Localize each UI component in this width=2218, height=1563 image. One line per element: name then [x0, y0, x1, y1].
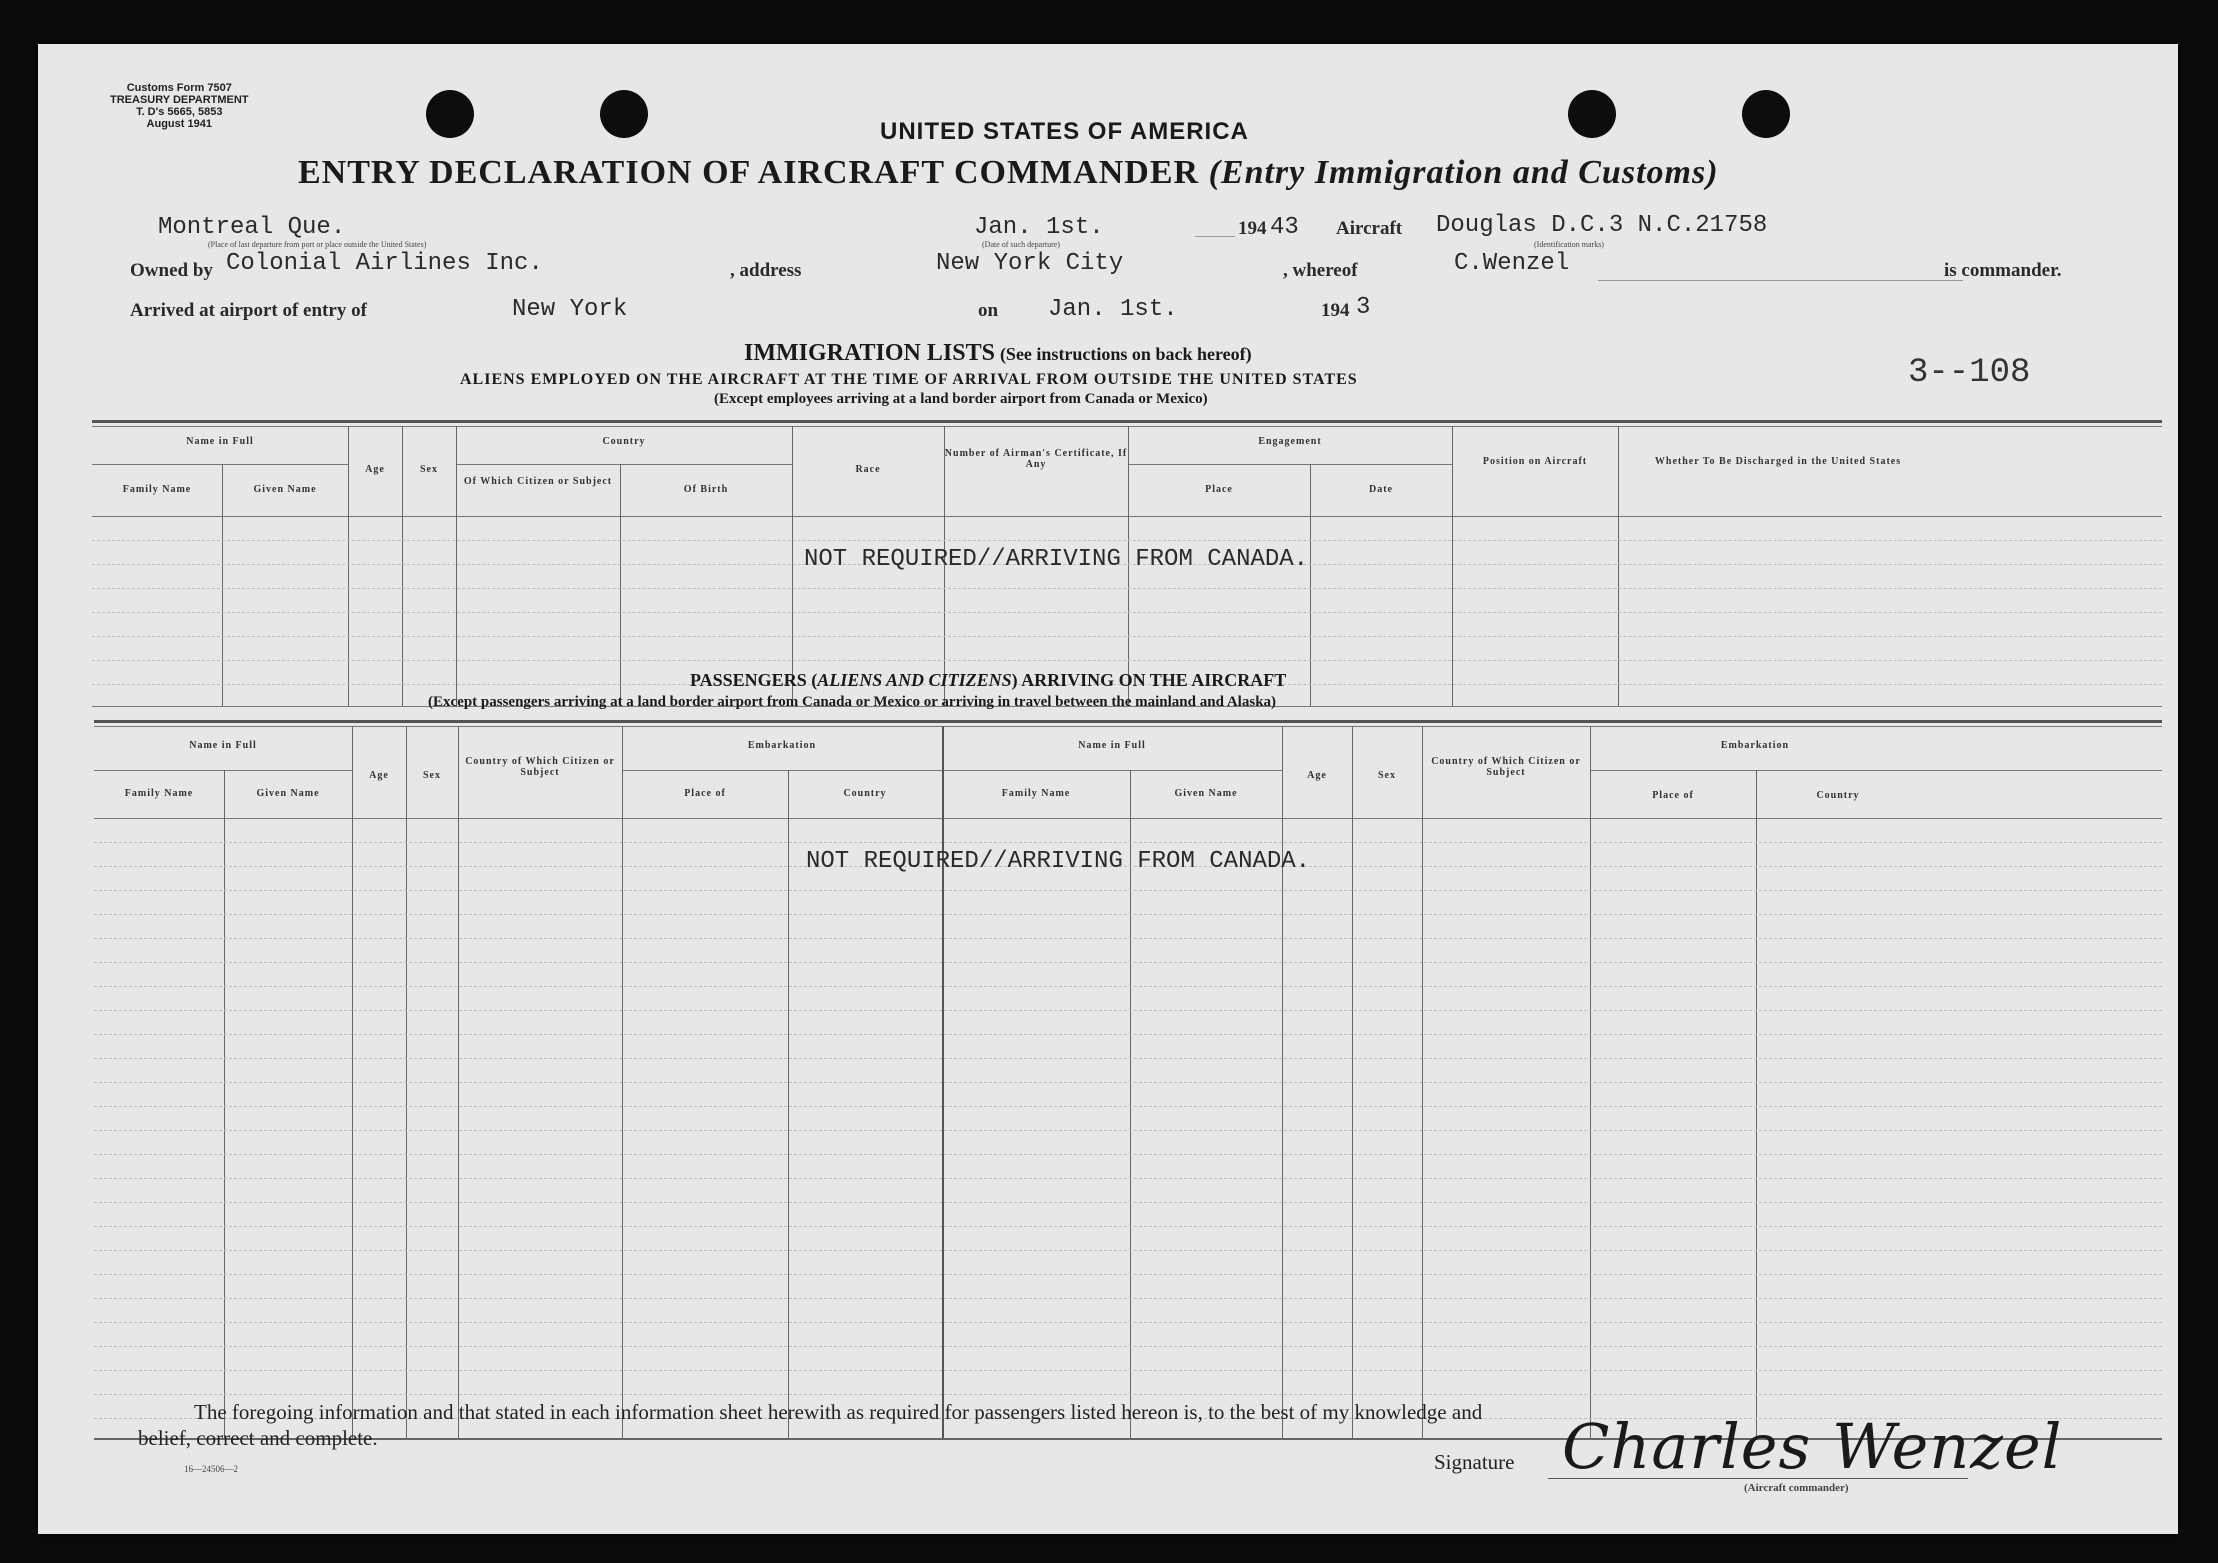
country-heading: UNITED STATES OF AMERICA [880, 118, 1249, 145]
signature-caption: (Aircraft commander) [1744, 1482, 1849, 1494]
col-header-name-full: Name in Full [186, 436, 254, 447]
address-label: , address [730, 260, 802, 281]
table-top-rule [94, 726, 2162, 727]
declaration-line-1: The foregoing information and that stated in each information sheet herewith as required for passengers listed hereon is, to the best of my knowledge and [194, 1400, 1483, 1424]
form-title [298, 154, 1719, 192]
passengers-subtitle: (Except passengers arriving at a land border airport from Canada or Mexico or arriving in travel between the mainland and Alaska) [428, 694, 1277, 710]
header-divider [622, 770, 942, 771]
header-divider [92, 464, 348, 465]
row-rule [92, 612, 2162, 613]
date-caption: (Date of such departure) [982, 240, 1060, 249]
col-header-given-name-2: Given Name [1174, 788, 1238, 799]
blank-line [1195, 236, 1235, 237]
form-id-line: August 1941 [146, 118, 212, 130]
whereof-label: , whereof [1283, 260, 1358, 281]
row-rule [94, 1034, 2162, 1035]
row-rule [94, 1394, 2162, 1395]
col-divider [1310, 464, 1311, 706]
commander-value: C.Wenzel [1454, 250, 1570, 277]
col-header-age: Age [369, 770, 389, 781]
col-header-race: Race [855, 464, 881, 475]
col-header-family-name-2: Family Name [1001, 788, 1071, 799]
on-label: on [978, 300, 999, 321]
passengers-title-a: PASSENGERS ( [690, 670, 818, 690]
col-header-given-name: Given Name [256, 788, 320, 799]
col-header-country-citizen-2: Country of Which Citizen or Subject [1431, 756, 1581, 778]
row-rule [92, 588, 2162, 589]
col-header-embarkation: Embarkation [747, 740, 817, 751]
row-rule [94, 890, 2162, 891]
col-divider [348, 426, 349, 706]
row-rule [94, 1010, 2162, 1011]
immigration-typed-note: NOT REQUIRED//ARRIVING FROM CANADA. [804, 546, 1309, 573]
commander-signature: Charles Wenzel [1562, 1410, 2063, 1483]
col-header-sex: Sex [423, 770, 441, 781]
col-header-country: Country [602, 436, 646, 447]
row-rule [94, 1154, 2162, 1155]
col-header-name-full-2: Name in Full [1078, 740, 1146, 751]
owner-value: Colonial Airlines Inc. [226, 250, 543, 277]
row-rule [92, 540, 2162, 541]
row-rule [94, 962, 2162, 963]
row-rule [94, 1130, 2162, 1131]
col-header-birth: Of Birth [683, 484, 729, 495]
col-divider [1756, 770, 1757, 1438]
col-header-place-of: Place of [684, 788, 726, 799]
table-top-rule [94, 720, 2162, 723]
row-rule [94, 1202, 2162, 1203]
col-header-given-name: Given Name [253, 484, 317, 495]
col-header-place-of-2: Place of [1652, 790, 1694, 801]
ident-caption: (Identification marks) [1534, 240, 1604, 249]
col-header-embarkation-2: Embarkation [1720, 740, 1790, 751]
immigration-subtitle: ALIENS EMPLOYED ON THE AIRCRAFT AT THE TIME OF ARRIVAL FROM OUTSIDE THE UNITED STATES [460, 371, 1358, 388]
col-header-place: Place [1205, 484, 1233, 495]
passengers-typed-note: NOT REQUIRED//ARRIVING FROM CANADA. [806, 848, 1311, 875]
header-divider [94, 770, 352, 771]
row-rule [94, 842, 2162, 843]
col-header-emb-country: Country [843, 788, 887, 799]
is-commander-label: is commander. [1944, 260, 2062, 281]
col-divider [224, 770, 225, 1438]
signature-line [1548, 1478, 1968, 1479]
col-divider [792, 426, 793, 706]
col-divider [788, 770, 789, 1438]
col-header-sex-2: Sex [1378, 770, 1396, 781]
col-header-sex: Sex [420, 464, 438, 475]
form-title-main: ENTRY DECLARATION OF AIRCRAFT COMMANDER [298, 154, 1200, 191]
col-header-name-full: Name in Full [189, 740, 257, 751]
airport-value: New York [512, 296, 628, 323]
signature-label: Signature [1434, 1450, 1515, 1474]
row-rule [94, 1226, 2162, 1227]
row-rule [94, 1178, 2162, 1179]
stamp-number: 3--108 [1908, 354, 2031, 392]
immigration-title-main: IMMIGRATION LISTS [744, 340, 995, 366]
col-divider [620, 464, 621, 706]
col-divider [1618, 426, 1619, 706]
document-page [38, 44, 2178, 1534]
col-divider [456, 426, 457, 706]
col-header-age: Age [365, 464, 385, 475]
immigration-title-note: (See instructions on back hereof) [999, 344, 1252, 364]
col-divider [402, 426, 403, 706]
form-title-paren: (Entry Immigration and Customs) [1208, 154, 1719, 191]
row-rule [94, 986, 2162, 987]
arrived-label: Arrived at airport of entry of [130, 300, 367, 321]
punch-hole-1 [426, 90, 474, 138]
form-id-line: TREASURY DEPARTMENT [110, 94, 249, 106]
row-rule [94, 1274, 2162, 1275]
arrival-date-value: Jan. 1st. [1048, 296, 1178, 323]
row-rule [94, 914, 2162, 915]
departure-year-value: 43 [1270, 214, 1299, 241]
punch-hole-3 [1568, 90, 1616, 138]
col-header-date: Date [1369, 484, 1393, 495]
row-rule [94, 1370, 2162, 1371]
form-id-line: T. D's 5665, 5853 [136, 106, 223, 118]
row-rule [94, 938, 2162, 939]
punch-hole-2 [600, 90, 648, 138]
owned-by-label: Owned by [130, 260, 213, 281]
immigration-title [744, 340, 1252, 367]
passengers-title [690, 670, 1286, 691]
col-header-discharged: Whether To Be Discharged in the United States [1654, 456, 1902, 467]
aircraft-value: Douglas D.C.3 N.C.21758 [1436, 212, 1768, 239]
form-code: 16—24506—2 [184, 1464, 238, 1474]
row-rule [94, 1058, 2162, 1059]
col-divider [1452, 426, 1453, 706]
col-header-position: Position on Aircraft [1482, 456, 1588, 467]
col-header-citizen-of: Of Which Citizen or Subject [463, 476, 613, 487]
row-rule [94, 1250, 2162, 1251]
year-prefix: 194 [1238, 218, 1267, 239]
address-value: New York City [936, 250, 1124, 277]
passengers-title-b: ) ARRIVING ON THE AIRCRAFT [1011, 670, 1287, 690]
row-rule [94, 1082, 2162, 1083]
year-prefix-2: 194 [1321, 300, 1350, 321]
col-header-airman-certificate: Number of Airman's Certificate, If Any [944, 448, 1128, 470]
row-rule [94, 1298, 2162, 1299]
col-header-family-name: Family Name [124, 788, 194, 799]
immigration-subtitle-note: (Except employees arriving at a land border airport from Canada or Mexico) [714, 391, 1208, 407]
header-divider [456, 464, 792, 465]
header-bottom-rule [94, 818, 2162, 819]
form-id-line: Customs Form 7507 [126, 82, 232, 94]
col-header-country-citizen: Country of Which Citizen or Subject [465, 756, 615, 778]
passengers-title-italic: ALIENS AND CITIZENS [817, 670, 1012, 690]
arrival-year-value: 3 [1356, 294, 1371, 321]
header-divider [1590, 770, 2162, 771]
departure-date-value: Jan. 1st. [974, 214, 1104, 241]
blank-line [1598, 280, 1963, 281]
header-divider [942, 770, 1282, 771]
aircraft-label: Aircraft [1336, 218, 1403, 239]
departure-place-value: Montreal Que. [158, 214, 346, 241]
row-rule [94, 1106, 2162, 1107]
row-rule [92, 660, 2162, 661]
col-header-engagement: Engagement [1258, 436, 1322, 447]
header-divider [1128, 464, 1452, 465]
declaration-line-2: belief, correct and complete. [138, 1426, 378, 1450]
punch-hole-4 [1742, 90, 1790, 138]
row-rule [94, 1322, 2162, 1323]
departure-caption: (Place of last departure from port or place outside the United States) [208, 240, 427, 249]
row-rule [92, 636, 2162, 637]
table-top-rule [92, 420, 2162, 423]
form-id-block [110, 82, 249, 130]
col-header-family-name: Family Name [122, 484, 192, 495]
row-rule [94, 1346, 2162, 1347]
col-header-age-2: Age [1307, 770, 1327, 781]
col-divider [222, 464, 223, 706]
col-header-emb-country-2: Country [1816, 790, 1860, 801]
